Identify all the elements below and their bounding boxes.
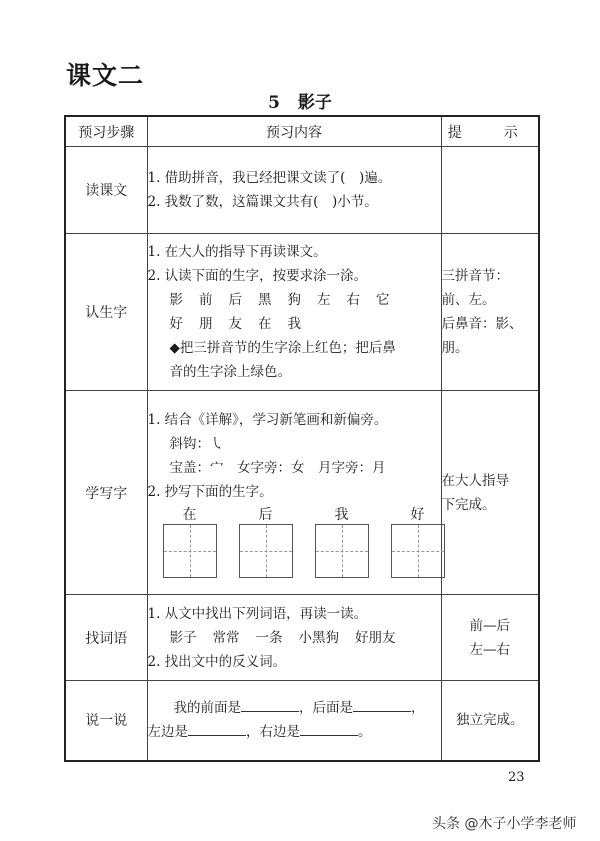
- character: 在: [258, 316, 272, 332]
- preview-table: [64, 115, 540, 762]
- table-row-find-words: [65, 595, 539, 681]
- word: 常常: [212, 629, 240, 646]
- tip-line: 在大人指导: [441, 472, 509, 489]
- instruction-line: ◆把三拼音节的生字涂上红色；把后鼻: [169, 340, 396, 356]
- tip-line: 左—右: [469, 641, 510, 658]
- step-tip: [441, 147, 539, 234]
- sentence-text: 我的前面是: [173, 700, 241, 717]
- tip-line: 三拼音节：: [441, 268, 509, 284]
- step-label: 说一说: [65, 681, 147, 761]
- writing-grid-item: [391, 506, 445, 578]
- character: 后: [228, 292, 242, 308]
- content-line: 2. 找出文中的反义词。: [147, 653, 287, 670]
- writing-grid-item: [163, 506, 217, 578]
- answer-blank-left[interactable]: [188, 721, 246, 736]
- sentence-text: ，: [411, 700, 425, 717]
- character: 我: [287, 316, 301, 332]
- character: 前: [199, 292, 213, 308]
- tip-line: 前—后: [469, 617, 510, 634]
- sentence-text: 左边是: [147, 724, 188, 741]
- radicals-line: 宝盖：宀 女字旁：女 月字旁：月: [169, 459, 386, 476]
- table-row-write-characters: [65, 391, 539, 595]
- fill-in-line-2: [148, 720, 441, 744]
- tian-grid-box[interactable]: [315, 524, 369, 578]
- grid-character: 我: [334, 506, 349, 523]
- character: 友: [228, 316, 242, 332]
- character: 狗: [287, 292, 301, 308]
- watermark: 头条 @木子小学李老师: [432, 816, 577, 832]
- table-row-speak: [65, 681, 539, 761]
- step-content: [147, 595, 441, 681]
- lesson-title: [0, 88, 600, 113]
- sentence-text: ，后面是: [299, 700, 353, 717]
- lesson-number: 5: [268, 93, 280, 113]
- fill-in-line-1: [148, 696, 441, 720]
- character-list-1: [148, 288, 441, 312]
- sentence-text: ，右边是: [246, 724, 300, 741]
- step-label: 认生字: [65, 234, 147, 391]
- character: 它: [376, 292, 390, 308]
- character: 影: [169, 292, 183, 308]
- stroke-line: 斜钩：㇂: [169, 435, 224, 452]
- content-line: 2. 抄写下面的生字。: [147, 483, 273, 500]
- writing-grid-item: [315, 506, 369, 578]
- header-step: 预习步骤: [65, 116, 147, 147]
- step-content: [147, 681, 441, 761]
- tip-line: 朋。: [441, 340, 469, 356]
- answer-blank-front[interactable]: [241, 697, 299, 712]
- step-label: 找词语: [65, 595, 147, 681]
- content-line: 2. 认读下面的生字，按要求涂一涂。: [147, 268, 368, 284]
- step-content: [147, 234, 441, 391]
- step-tip: [441, 391, 539, 595]
- content-line: 1. 从文中找出下列词语，再读一读。: [147, 605, 368, 622]
- sentence-text: 。: [358, 724, 372, 741]
- step-tip: [441, 595, 539, 681]
- table-header-row: [65, 116, 539, 147]
- writing-grid-row: [148, 506, 441, 578]
- header-tip: 提 示: [441, 116, 539, 147]
- lesson-name: 影子: [297, 93, 332, 113]
- grid-character: 后: [258, 506, 273, 523]
- tip-line: 下完成。: [441, 496, 496, 513]
- word: 好朋友: [355, 629, 396, 646]
- content-line: 1. 借助拼音，我已经把课文读了( )遍。: [147, 170, 392, 186]
- tip-line: 前、左。: [441, 292, 496, 308]
- word: 一条: [255, 629, 283, 646]
- step-tip: [441, 681, 539, 761]
- tip-line: 独立完成。: [456, 712, 524, 729]
- header-content: 预习内容: [147, 116, 441, 147]
- character: 朋: [199, 316, 213, 332]
- tip-line: 后鼻音：影、: [441, 316, 523, 332]
- tian-grid-box[interactable]: [163, 524, 217, 578]
- step-label: 读课文: [65, 147, 147, 234]
- character-list-2: [148, 312, 441, 336]
- grid-character: 在: [182, 506, 197, 523]
- word: 小黑狗: [298, 629, 339, 646]
- table-row-learn-characters: [65, 234, 539, 391]
- word: 影子: [169, 629, 197, 646]
- writing-grid-item: [239, 506, 293, 578]
- character: 黑: [258, 292, 272, 308]
- character: 好: [169, 316, 183, 332]
- character: 左: [317, 292, 331, 308]
- instruction-line: 音的生字涂上绿色。: [169, 364, 291, 380]
- page-number: 23: [508, 770, 525, 785]
- table-row-read-text: [65, 147, 539, 234]
- answer-blank-right[interactable]: [300, 721, 358, 736]
- word-list: [148, 626, 441, 650]
- content-line: 1. 在大人的指导下再读课文。: [147, 244, 327, 260]
- answer-blank-back[interactable]: [353, 697, 411, 712]
- step-tip: [441, 234, 539, 391]
- grid-character: 好: [410, 506, 425, 523]
- tian-grid-box[interactable]: [391, 524, 445, 578]
- step-content: [147, 147, 441, 234]
- content-line: 2. 我数了数，这篇课文共有( )小节。: [147, 194, 378, 210]
- content-line: 1. 结合《详解》，学习新笔画和新偏旁。: [147, 411, 388, 428]
- tian-grid-box[interactable]: [239, 524, 293, 578]
- section-heading: 课文二: [66, 61, 145, 90]
- step-label: 学写字: [65, 391, 147, 595]
- step-content: [147, 391, 441, 595]
- character: 右: [346, 292, 360, 308]
